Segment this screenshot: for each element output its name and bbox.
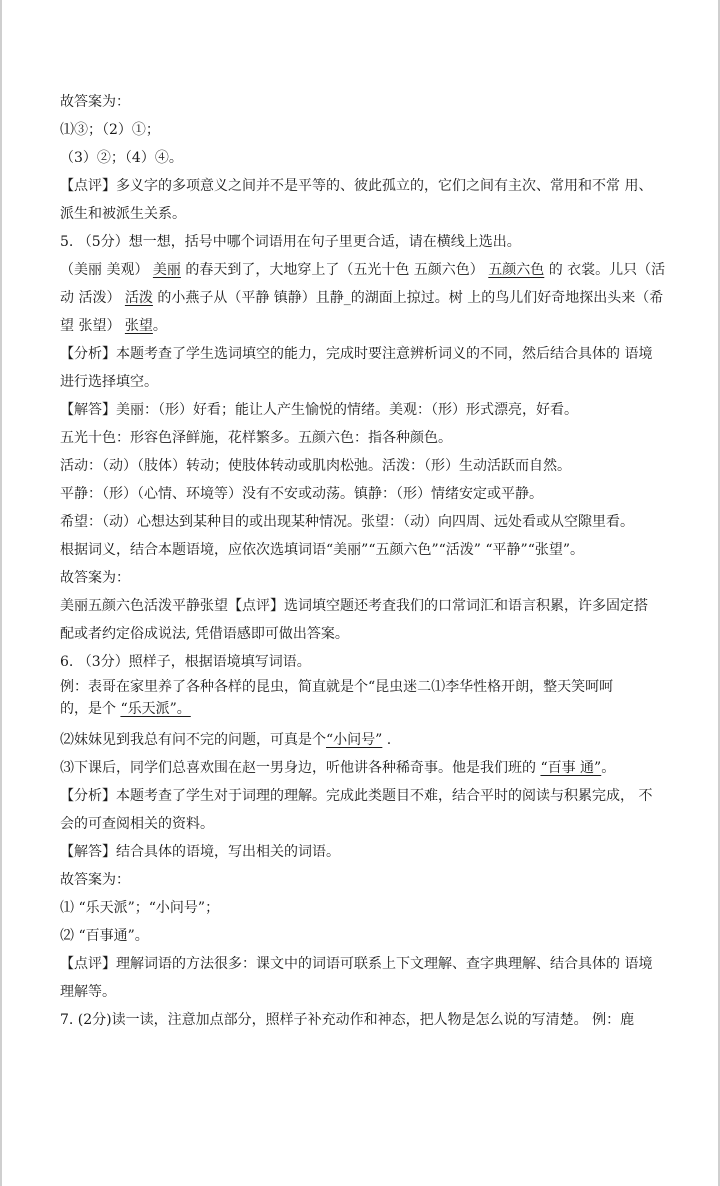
text-span: . [382,732,392,748]
answer-underlined: 张望 [124,318,153,334]
answer-underlined: 五颜六色 [488,262,545,278]
text-line: 会的可查阅相关的资料。 [60,816,214,832]
text-line [60,698,670,720]
text-line: 【解答】结合具体的语境，写出相关的词语。 [60,844,340,860]
text-line: ⑴③；（2）①； [60,122,160,138]
text-line: 根据词义，结合本题语境，应依次选填词语“美丽”“五颜六色”“活泼” “平静”“张望”。 [60,542,585,558]
text-line: 5. （5分）想一想，括号中哪个词语用在句子里更合适，请在横线上选出。 [60,234,521,250]
text-line: 故答案为： [60,94,130,110]
text-span: 望 张望） [60,318,125,334]
text-line [60,312,670,340]
text-line [60,284,670,312]
text-line: 进行选择填空。 [60,374,158,390]
answer-underlined: “小问号” [326,732,383,748]
text-line: 例：表哥在家里养了各种各样的昆虫，简直就是个“昆虫迷二⑴李华性格开朗，整天笑呵呵 [60,679,614,695]
text-span: 。 [152,318,167,334]
text-line: 故答案为： [60,570,130,586]
text-span: 。 [601,760,616,776]
text-line [60,726,670,754]
text-line: （3）②；（4）④。 [60,150,183,166]
text-line: ⑴ “乐天派”；“小问号”； [60,900,220,916]
page-left-border [0,0,2,1186]
text-span: ⑶下课后，同学们总喜欢围在赵一男身边，听他讲各种稀奇事。他是我们班的 [60,760,541,776]
text-span: 的小燕子从（平静 镇静）且静_的湖面上掠过。树 上的鸟儿们好奇地探出头来（希 [152,290,664,306]
text-line [60,256,670,284]
text-line: 希望：（动）心想达到某种目的或出现某种情况。张望：（动）向四周、远处看或从空隙里看。 [60,514,634,530]
text-line: 活动：（动）（肢体）转动；使肢体转动或肌肉松弛。活泼：（形）生动活跃而自然。 [60,458,571,474]
text-line: 美丽五颜六色活泼平静张望【点评】选词填空题还考査我们的口常词汇和语言积累，许多固定搭 [60,598,648,614]
text-line: 【分析】本题考查了学生对于词理的理解。完成此类题目不难，结合平时的阅读与积累完成， 不 [60,788,653,804]
answer-underlined: 美丽 [152,262,181,278]
answer-underlined: “百事 通” [540,760,602,776]
text-span: 的春天到了，大地穿上了（五光十色 五颜六色） [180,262,489,278]
answer-underlined: 活泼 [124,290,153,306]
document-body [60,88,670,1034]
text-span: （美丽 美观） [60,262,153,278]
text-line: 五光十色：形容色泽鲜施，花样繁多。五颜六色：指各种颜色。 [60,430,452,446]
text-span: 的 衣裳。儿只（活 [544,262,666,278]
text-line: 【解答】美丽：（形）好看；能让人产生愉悦的情绪。美观：（形）形式漂亮，好看。 [60,402,578,418]
text-line: 派生和被派生关系。 [60,206,186,222]
text-line: 7. (2分)读一读，注意加点部分，照样子补充动作和神态，把人物是怎么说的写清楚。 例：鹿 [60,1012,635,1028]
text-line: 【分析】本题考查了学生选词填空的能力，完成时要注意辨析词义的不同，然后结合具体的 语境 [60,346,653,362]
text-line: 故答案为： [60,872,130,888]
text-line: 【点评】理解词语的方法很多：课文中的词语可联系上下文理解、查字典理解、结合具体的 语境 [60,956,653,972]
text-line [60,754,670,782]
text-line: 6. （3分）照样子，根据语境填写词语。 [60,654,311,670]
text-line: ⑵ “百事通”。 [60,928,149,944]
answer-underlined: “乐天派”。 [120,701,191,717]
text-line: 配或者约定俗成说法, 凭借语感即可做出答案。 [60,626,349,642]
text-line: 理解等。 [60,984,116,1000]
text-line: 平静：（形）（心情、环境等）没有不安或动荡。镇静：（形）情绪安定或平静。 [60,486,543,502]
text-span: ⑵妹妹见到我总有问不完的问题，可真是个 [60,732,326,748]
text-line: 【点评】多义字的多项意义之间并不是平等的、彼此孤立的，它们之间有主次、常用和不常 用、 [60,178,653,194]
text-span: 的，是个 [60,701,121,717]
text-span: 动 活泼） [60,290,125,306]
